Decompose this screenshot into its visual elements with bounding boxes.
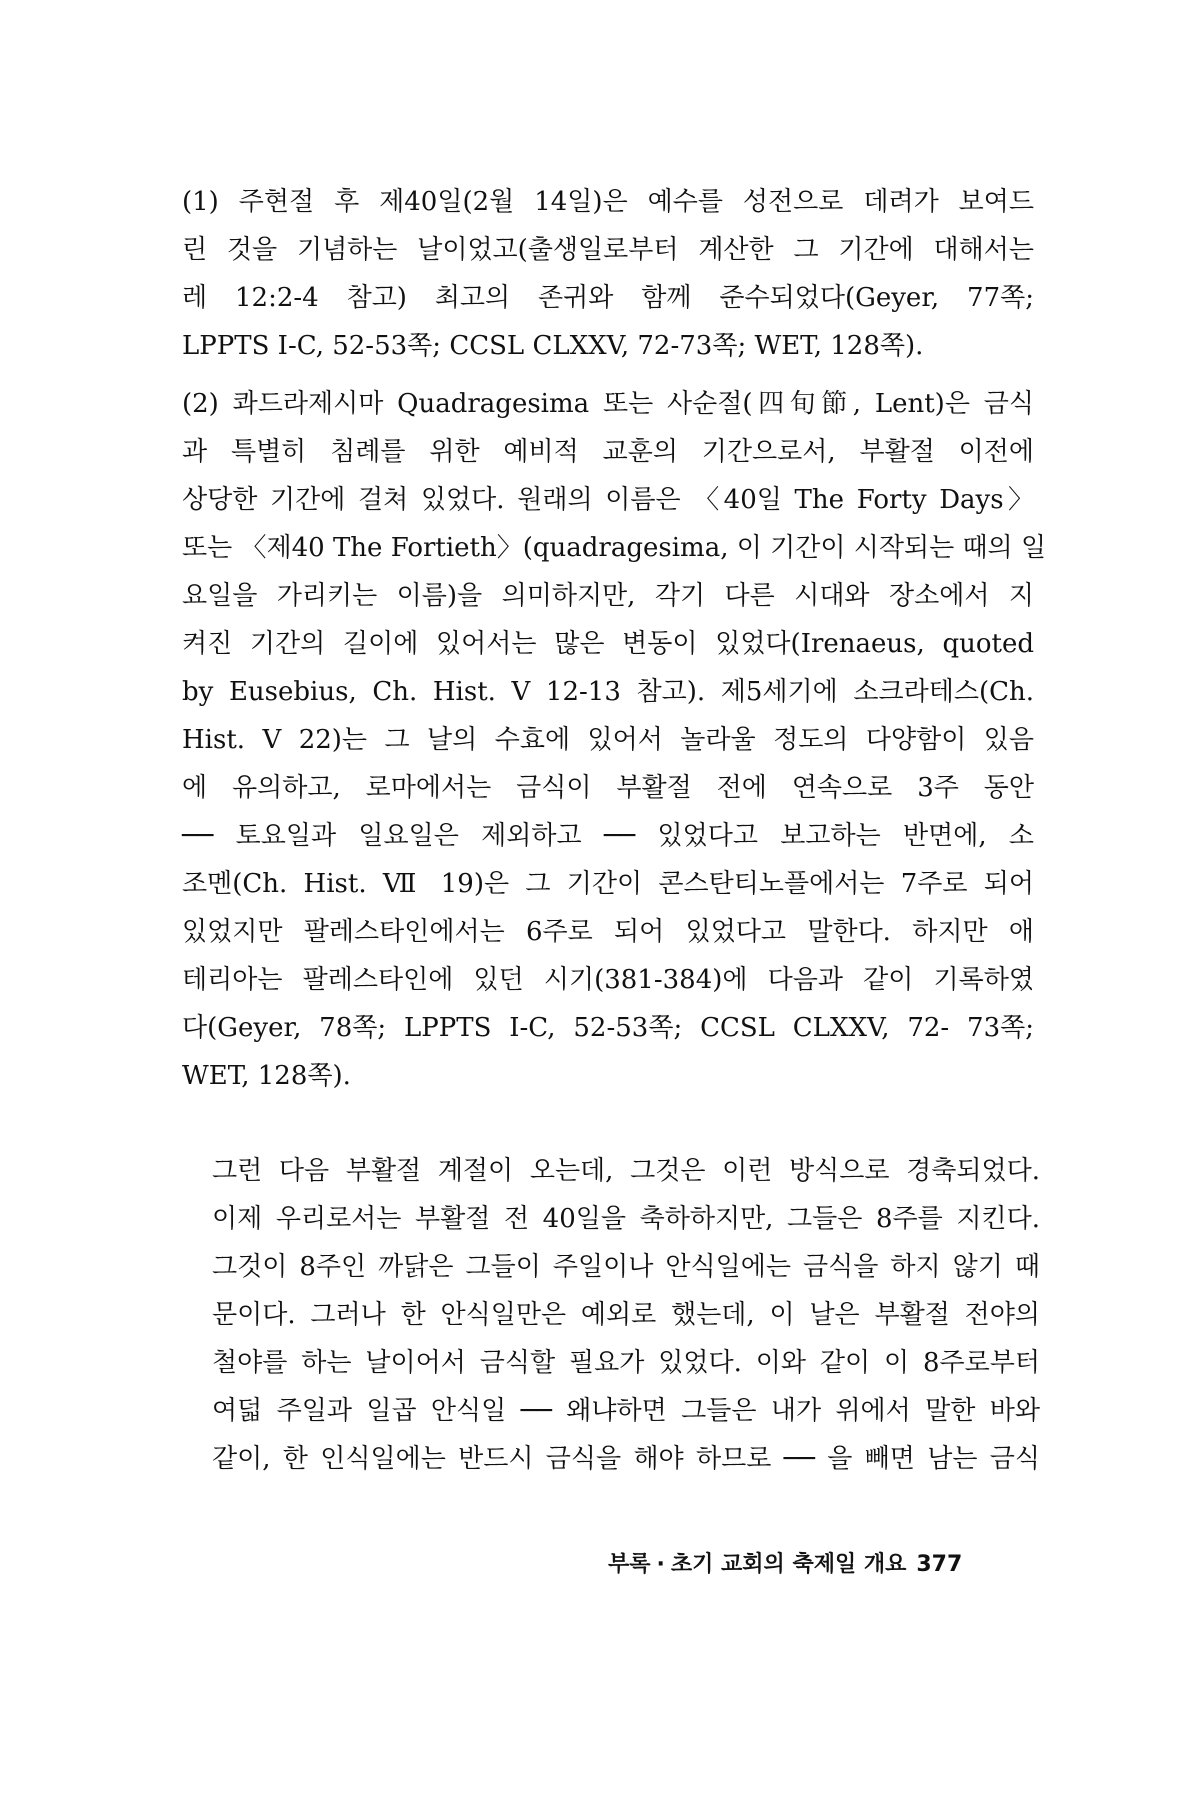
- footer-section: 부록: [608, 1552, 651, 1577]
- paragraph-2: [182, 380, 1047, 1100]
- text-line: 조멘(Ch. Hist. Ⅶ 19)은 그 기간이 콘스탄티노플에서는 7주로 되어: [182, 869, 1034, 899]
- text-line: Hist. V 22)는 그 날의 수효에 있어서 놀라울 정도의 다양함이 있음: [182, 725, 1034, 755]
- footer-separator: ·: [656, 1552, 665, 1577]
- text-line: 켜진 기간의 길이에 있어서는 많은 변동이 있었다(Irenaeus, quoted: [182, 629, 1034, 659]
- text-line: 그것이 8주인 까닭은 그들이 주일이나 안식일에는 금식을 하지 않기 때: [212, 1252, 1040, 1282]
- text-line: LPPTS I-C, 52-53쪽; CCSL CLXXV, 72-73쪽; WET, 128쪽).: [182, 331, 924, 361]
- text-line: 상당한 기간에 걸쳐 있었다. 원래의 이름은 〈40일 The Forty Days〉: [182, 485, 1034, 515]
- running-footer: [608, 1550, 1028, 1580]
- text-line: 린 것을 기념하는 날이었고(출생일로부터 계산한 그 기간에 대해서는: [182, 235, 1034, 265]
- text-line: 레 12:2-4 참고) 최고의 존귀와 함께 준수되었다(Geyer, 77쪽;: [182, 283, 1034, 313]
- text-line: 과 특별히 침례를 위한 예비적 교훈의 기간으로서, 부활절 이전에: [182, 437, 1034, 467]
- text-line: 요일을 가리키는 이름)을 의미하지만, 각기 다른 시대와 장소에서 지: [182, 581, 1034, 611]
- text-line: 다(Geyer, 78쪽; LPPTS I-C, 52-53쪽; CCSL CLXXV, 72- 73쪽;: [182, 1013, 1034, 1043]
- text-line: (2) 콰드라제시마 Quadragesima 또는 사순절(四旬節, Lent)은 금식: [182, 389, 1034, 419]
- text-line: 문이다. 그러나 한 안식일만은 예외로 했는데, 이 날은 부활절 전야의: [212, 1300, 1040, 1330]
- text-line: 또는 〈제40 The Fortieth〉(quadragesima, 이 기간이 시작되는 때의 일: [182, 533, 1047, 563]
- text-line: 테리아는 팔레스타인에 있던 시기(381-384)에 다음과 같이 기록하였: [182, 965, 1034, 995]
- text-line: 에 유의하고, 로마에서는 금식이 부활절 전에 연속으로 3주 동안: [182, 773, 1034, 803]
- page-number: 377: [916, 1552, 963, 1577]
- text-line: WET, 128쪽).: [182, 1061, 351, 1091]
- text-line: by Eusebius, Ch. Hist. V 12-13 참고). 제5세기에 소크라테스(Ch.: [182, 677, 1034, 707]
- text-line: 같이, 한 인식일에는 반드시 금식을 해야 하므로 ── 을 빼면 남는 금식: [212, 1444, 1040, 1474]
- text-line: 있었지만 팔레스타인에서는 6주로 되어 있었다고 말한다. 하지만 애: [182, 917, 1034, 947]
- text-line: 철야를 하는 날이어서 금식할 필요가 있었다. 이와 같이 이 8주로부터: [212, 1348, 1040, 1378]
- paragraph-1: [182, 178, 1034, 370]
- text-line: 그런 다음 부활절 계절이 오는데, 그것은 이런 방식으로 경축되었다.: [212, 1156, 1040, 1186]
- block-quote: [212, 1147, 1040, 1483]
- footer-title: 초기 교회의 축제일 개요: [670, 1552, 907, 1577]
- text-line: 이제 우리로서는 부활절 전 40일을 축하하지만, 그들은 8주를 지킨다.: [212, 1204, 1040, 1234]
- text-line: 여덟 주일과 일곱 안식일 ── 왜냐하면 그들은 내가 위에서 말한 바와: [212, 1396, 1040, 1426]
- text-line: (1) 주현절 후 제40일(2월 14일)은 예수를 성전으로 데려가 보여드: [182, 187, 1034, 217]
- text-line: ── 토요일과 일요일은 제외하고 ── 있었다고 보고하는 반면에, 소: [182, 821, 1034, 851]
